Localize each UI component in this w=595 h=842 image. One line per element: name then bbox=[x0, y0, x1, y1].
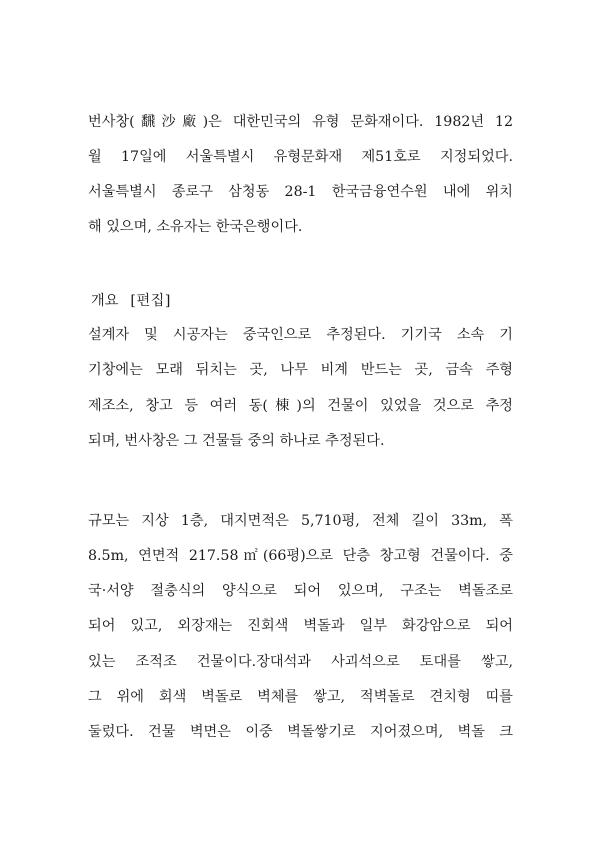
intro-line: 번사창(飜沙廠)은 대한민국의 유형 문화재이다. 1982년 12 bbox=[88, 114, 513, 130]
edit-link[interactable]: [편집] bbox=[130, 293, 171, 309]
section-title: 개요 bbox=[91, 293, 119, 309]
overview-line: 제조소, 창고 등 여러 동(棟)의 건물이 있었을 것으로 추정 bbox=[88, 398, 513, 414]
intro-line: 해 있으며, 소유자는 한국은행이다. bbox=[88, 219, 303, 235]
structure-line: 국·서양 절충식의 양식으로 되어 있으며, 구조는 벽돌조로 bbox=[88, 583, 513, 599]
section-heading bbox=[91, 291, 171, 311]
intro-line: 서울특별시 종로구 삼청동 28-1 한국금융연수원 내에 위치 bbox=[88, 184, 513, 200]
structure-line: 되어 있고, 외장재는 진회색 벽돌과 일부 화강암으로 되어 bbox=[88, 618, 513, 634]
structure-line: 둘렀다. 건물 벽면은 이중 벽돌쌓기로 지어졌으며, 벽돌 크 bbox=[88, 724, 513, 740]
intro-line: 월 17일에 서울특별시 유형문화재 제51호로 지정되었다. bbox=[88, 149, 513, 165]
overview-line: 설계자 및 시공자는 중국인으로 추정된다. 기기국 소속 기 bbox=[88, 327, 513, 343]
structure-line: 그 위에 회색 벽돌로 벽체를 쌓고, 적벽돌로 견치형 띠를 bbox=[88, 689, 513, 705]
overview-line: 되며, 번사창은 그 건물들 중의 하나로 추정된다. bbox=[88, 433, 385, 449]
structure-line: 규모는 지상 1층, 대지면적은 5,710평, 전체 길이 33m, 폭 bbox=[88, 513, 513, 529]
structure-line: 있는 조적조 건물이다.장대석과 사괴석으로 토대를 쌓고, bbox=[88, 654, 513, 670]
overview-line: 기창에는 모래 뒤치는 곳, 나무 비계 반드는 곳, 금속 주형 bbox=[88, 362, 513, 378]
structure-line: 8.5m, 연면적 217.58㎡(66평)으로 단층 창고형 건물이다. 중 bbox=[88, 548, 513, 564]
